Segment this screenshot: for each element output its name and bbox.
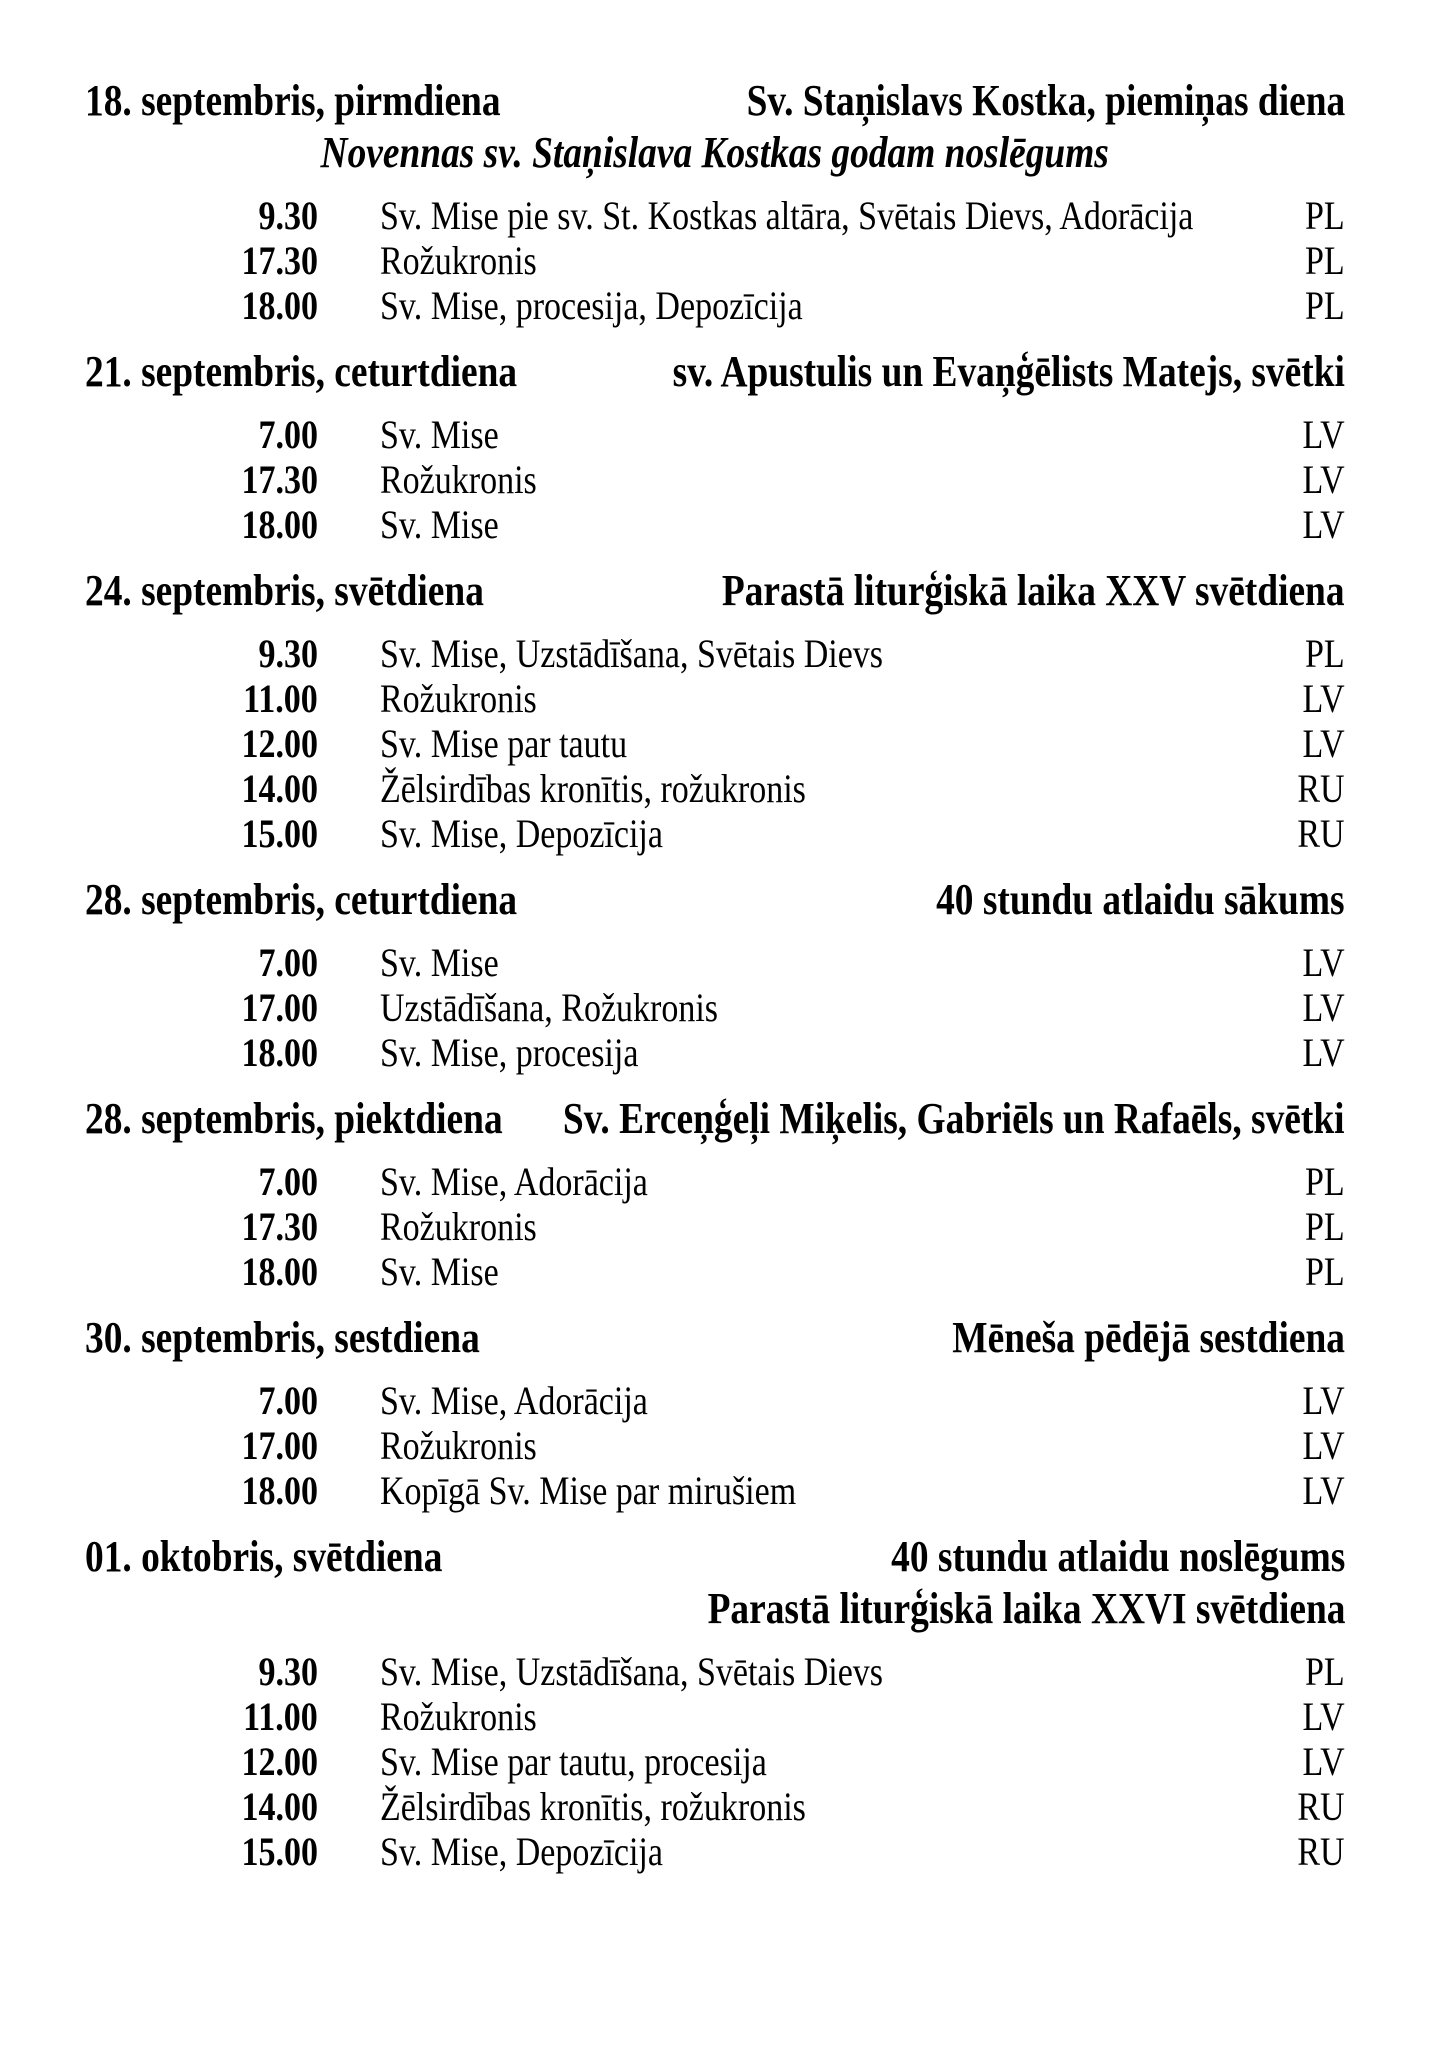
- section-heading: [85, 1312, 1345, 1364]
- event-list: [85, 940, 1345, 1075]
- event-language: LV: [1302, 940, 1345, 985]
- event-list: [85, 1159, 1345, 1294]
- event-list: [85, 1649, 1345, 1874]
- event-language: PL: [1305, 1204, 1345, 1249]
- section-heading: [85, 1531, 1345, 1583]
- section-date: 24. septembris, svētdiena: [85, 566, 484, 615]
- section-date: 30. septembris, sestdiena: [85, 1313, 480, 1362]
- event-time: 14.00: [241, 1784, 318, 1829]
- event-time: 17.30: [241, 1204, 318, 1249]
- event-row: [85, 283, 1345, 328]
- event-description: Rožukronis: [380, 1204, 537, 1249]
- event-row: [85, 1249, 1345, 1294]
- section-title: 40 stundu atlaidu sākums: [936, 875, 1345, 924]
- event-list: [85, 1378, 1345, 1513]
- event-row: [85, 1649, 1345, 1694]
- section-title: 40 stundu atlaidu noslēgums: [890, 1532, 1345, 1581]
- event-row: [85, 1694, 1345, 1739]
- event-language: PL: [1305, 193, 1345, 238]
- event-row: [85, 1378, 1345, 1423]
- event-list: [85, 193, 1345, 328]
- event-language: PL: [1305, 631, 1345, 676]
- event-time: 18.00: [241, 1030, 318, 1075]
- schedule-section: [85, 1531, 1345, 1874]
- event-time: 17.30: [241, 457, 318, 502]
- event-time: 7.00: [258, 412, 318, 457]
- section-heading: [85, 565, 1345, 617]
- section-title-line2-text: Parastā liturģiskā laika XXVI svētdiena: [707, 1584, 1345, 1633]
- event-list: [85, 631, 1345, 856]
- event-time: 14.00: [241, 766, 318, 811]
- event-description: Rožukronis: [380, 676, 537, 721]
- event-description: Sv. Mise, Adorācija: [380, 1159, 648, 1204]
- section-title: Parastā liturģiskā laika XXV svētdiena: [722, 566, 1345, 615]
- event-time: 9.30: [258, 631, 318, 676]
- event-language: LV: [1302, 412, 1345, 457]
- event-description: Kopīgā Sv. Mise par mirušiem: [380, 1468, 797, 1513]
- schedule-section: [85, 1312, 1345, 1513]
- event-description: Rožukronis: [380, 1694, 537, 1739]
- event-row: [85, 238, 1345, 283]
- event-time: 7.00: [258, 940, 318, 985]
- event-description: Uzstādīšana, Rožukronis: [380, 985, 719, 1030]
- event-language: LV: [1302, 1694, 1345, 1739]
- event-time: 9.30: [258, 193, 318, 238]
- event-list: [85, 412, 1345, 547]
- section-date: 01. oktobris, svētdiena: [85, 1532, 443, 1581]
- schedule-section: [85, 565, 1345, 856]
- event-description: Rožukronis: [380, 457, 537, 502]
- section-title: Sv. Erceņģeļi Miķelis, Gabriēls un Rafaēls, svētki: [563, 1094, 1345, 1143]
- schedule-section: [85, 1093, 1345, 1294]
- event-time: 18.00: [241, 1468, 318, 1513]
- event-language: LV: [1302, 676, 1345, 721]
- event-language: LV: [1302, 1739, 1345, 1784]
- event-row: [85, 811, 1345, 856]
- event-row: [85, 412, 1345, 457]
- section-heading: [85, 1093, 1345, 1145]
- event-row: [85, 631, 1345, 676]
- event-language: LV: [1302, 502, 1345, 547]
- event-row: [85, 457, 1345, 502]
- section-title: Mēneša pēdējā sestdiena: [952, 1313, 1345, 1362]
- event-description: Žēlsirdības kronītis, rožukronis: [380, 1784, 806, 1829]
- event-row: [85, 1030, 1345, 1075]
- event-time: 11.00: [243, 676, 318, 721]
- section-date: 28. septembris, piektdiena: [85, 1094, 503, 1143]
- event-description: Sv. Mise: [380, 412, 499, 457]
- event-row: [85, 1423, 1345, 1468]
- event-time: 12.00: [241, 721, 318, 766]
- section-title: sv. Apustulis un Evaņģēlists Matejs, svētki: [672, 347, 1345, 396]
- event-description: Žēlsirdības kronītis, rožukronis: [380, 766, 806, 811]
- section-date: 18. septembris, pirmdiena: [85, 76, 501, 125]
- event-language: LV: [1302, 1030, 1345, 1075]
- event-time: 18.00: [241, 1249, 318, 1294]
- event-language: LV: [1302, 985, 1345, 1030]
- event-description: Sv. Mise, procesija, Depozīcija: [380, 283, 803, 328]
- section-heading: [85, 874, 1345, 926]
- event-time: 12.00: [241, 1739, 318, 1784]
- section-heading: [85, 75, 1345, 127]
- event-row: [85, 1159, 1345, 1204]
- section-title-line2: [85, 1583, 1345, 1635]
- section-title: Sv. Staņislavs Kostka, piemiņas diena: [746, 76, 1345, 125]
- event-row: [85, 940, 1345, 985]
- event-row: [85, 1204, 1345, 1249]
- event-description: Sv. Mise, Depozīcija: [380, 811, 663, 856]
- event-row: [85, 721, 1345, 766]
- section-date: 21. septembris, ceturtdiena: [85, 347, 518, 396]
- event-time: 17.00: [241, 1423, 318, 1468]
- event-row: [85, 1829, 1345, 1874]
- event-language: RU: [1297, 766, 1345, 811]
- section-subtitle-text: Novennas sv. Staņislava Kostkas godam noslēgums: [320, 128, 1110, 177]
- section-date: 28. septembris, ceturtdiena: [85, 875, 518, 924]
- event-row: [85, 676, 1345, 721]
- event-language: LV: [1302, 1378, 1345, 1423]
- schedule-section: [85, 346, 1345, 547]
- schedule-section: [85, 874, 1345, 1075]
- event-row: [85, 1784, 1345, 1829]
- event-time: 17.00: [241, 985, 318, 1030]
- section-heading: [85, 346, 1345, 398]
- event-time: 15.00: [241, 1829, 318, 1874]
- event-description: Sv. Mise, procesija: [380, 1030, 639, 1075]
- event-row: [85, 985, 1345, 1030]
- event-description: Sv. Mise pie sv. St. Kostkas altāra, Svētais Dievs, Adorācija: [380, 193, 1194, 238]
- event-time: 18.00: [241, 502, 318, 547]
- event-language: LV: [1302, 1423, 1345, 1468]
- event-time: 7.00: [258, 1159, 318, 1204]
- event-description: Sv. Mise, Uzstādīšana, Svētais Dievs: [380, 631, 884, 676]
- event-description: Rožukronis: [380, 238, 537, 283]
- event-description: Sv. Mise, Adorācija: [380, 1378, 648, 1423]
- section-subtitle: [85, 127, 1345, 179]
- event-time: 11.00: [243, 1694, 318, 1739]
- event-language: LV: [1302, 1468, 1345, 1513]
- event-time: 7.00: [258, 1378, 318, 1423]
- event-description: Sv. Mise: [380, 502, 499, 547]
- event-language: LV: [1302, 721, 1345, 766]
- event-language: PL: [1305, 283, 1345, 328]
- event-language: PL: [1305, 1649, 1345, 1694]
- event-description: Rožukronis: [380, 1423, 537, 1468]
- event-description: Sv. Mise: [380, 1249, 499, 1294]
- event-row: [85, 502, 1345, 547]
- event-language: PL: [1305, 1159, 1345, 1204]
- event-time: 9.30: [258, 1649, 318, 1694]
- event-row: [85, 193, 1345, 238]
- event-description: Sv. Mise par tautu, procesija: [380, 1739, 767, 1784]
- event-language: PL: [1305, 1249, 1345, 1294]
- event-description: Sv. Mise par tautu: [380, 721, 628, 766]
- event-time: 18.00: [241, 283, 318, 328]
- event-language: RU: [1297, 1829, 1345, 1874]
- schedule-section: [85, 75, 1345, 328]
- event-row: [85, 1468, 1345, 1513]
- event-language: RU: [1297, 811, 1345, 856]
- event-language: PL: [1305, 238, 1345, 283]
- event-description: Sv. Mise, Depozīcija: [380, 1829, 663, 1874]
- event-description: Sv. Mise, Uzstādīšana, Svētais Dievs: [380, 1649, 884, 1694]
- event-row: [85, 1739, 1345, 1784]
- event-description: Sv. Mise: [380, 940, 499, 985]
- event-language: LV: [1302, 457, 1345, 502]
- event-time: 17.30: [241, 238, 318, 283]
- event-language: RU: [1297, 1784, 1345, 1829]
- event-row: [85, 766, 1345, 811]
- event-time: 15.00: [241, 811, 318, 856]
